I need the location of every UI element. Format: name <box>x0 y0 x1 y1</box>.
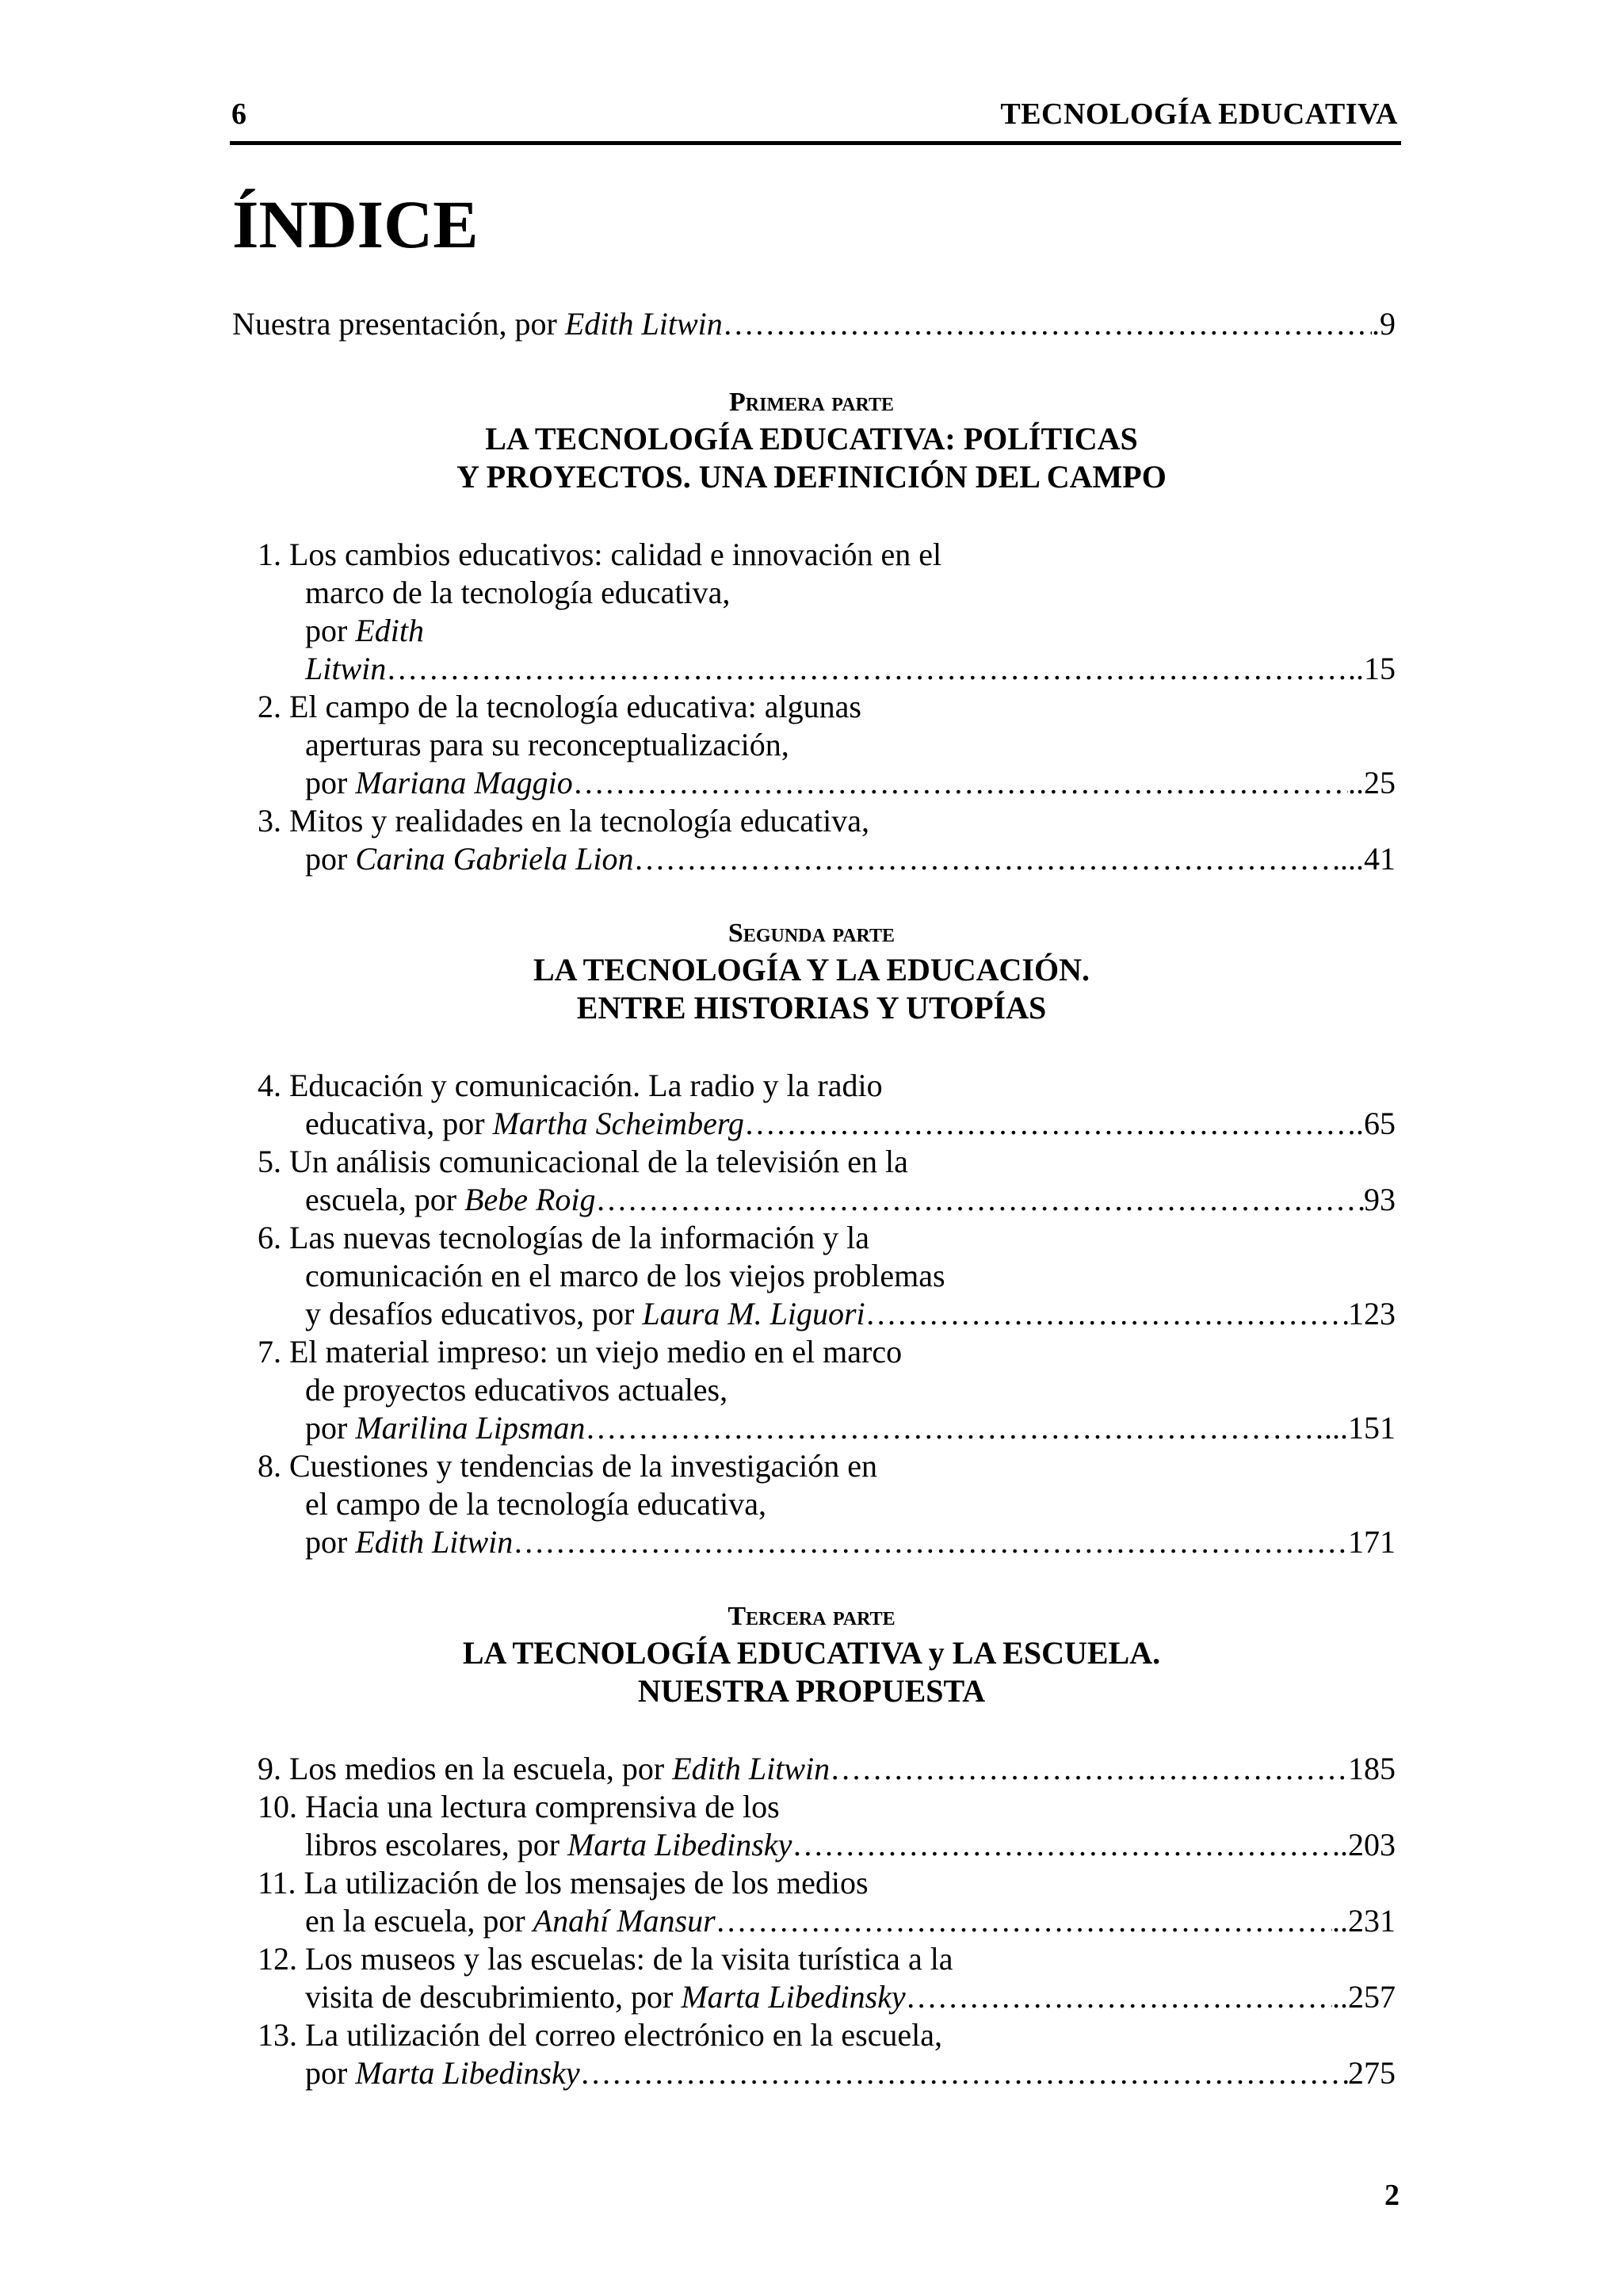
toc-entry-2-line-2: aperturas para su reconceptualización, <box>305 727 789 762</box>
part-1-label: Primera parte <box>729 388 894 417</box>
running-header <box>230 94 1401 145</box>
toc-entry-2-author: Mariana Maggio <box>355 765 573 800</box>
part-2-label: Segunda parte <box>727 919 896 948</box>
part-3-title-line-1: LA TECNOLOGÍA EDUCATIVA y LA ESCUELA. <box>462 1635 1161 1671</box>
toc-entry-4-leader-line: educativa, por Martha Scheimberg …………………………………………………………………………………………………………………………………………………………………………………………………… .65 <box>305 1105 1396 1143</box>
toc-entry-12-line-1: 12. Los museos y las escuelas: de la visita turística a la <box>258 1941 953 1977</box>
toc-entry-3-leader-line: por Carina Gabriela Lion …………………………………………………………………………………………………………………………………………………………………………………………………… ...41 <box>305 840 1396 878</box>
toc-entry-6-line-2: comunicación en el marco de los viejos problemas <box>305 1258 945 1293</box>
toc-entry-11-line-1: 11. La utilización de los mensajes de los medios <box>258 1865 869 1901</box>
toc-entry-1-line-3: por Edith <box>305 613 424 648</box>
toc-entry-9-author: Edith Litwin <box>672 1751 831 1786</box>
part-1-title-line-2: Y PROYECTOS. UNA DEFINICIÓN DEL CAMPO <box>456 459 1167 495</box>
toc-entry-8-author: Edith Litwin <box>355 1524 514 1560</box>
toc-entry-4-page: .65 <box>1356 1106 1396 1141</box>
toc-entry-11-author: Anahí Mansur <box>533 1903 716 1939</box>
part-3-title-line-2: NUESTRA PROPUESTA <box>637 1673 986 1709</box>
toc-intro-author: Edith Litwin <box>564 306 723 342</box>
toc-entry-12-leader-line: visita de descubrimiento, por Marta Libedinsky …………………………………………………………………………………………………………………………………………………………………………………………………… ..257 <box>305 1978 1396 2016</box>
part-1-title-line-1: LA TECNOLOGÍA EDUCATIVA: POLÍTICAS <box>485 421 1138 457</box>
toc-entry-1-page: ..15 <box>1348 651 1396 686</box>
toc-entry-8-leader-line: por Edith Litwin …………………………………………………………………………………………………………………………………………………………………………………………………… 171 <box>305 1523 1396 1561</box>
page-title: ÍNDICE <box>232 186 479 262</box>
toc-entry-11-page: ..231 <box>1332 1903 1396 1939</box>
toc-entry-6-author: Laura M. Liguori <box>642 1296 865 1331</box>
toc-entry-10-leader-line: libros escolares, por Marta Libedinsky …………………………………………………………………………………………………………………………………………………………………………………………………… .203 <box>305 1826 1396 1864</box>
toc-entry-5-leader-line: escuela, por Bebe Roig …………………………………………………………………………………………………………………………………………………………………………………………………… 93 <box>305 1181 1396 1219</box>
toc-entry-5-line-1: 5. Un análisis comunicacional de la televisión en la <box>258 1144 908 1179</box>
toc-intro-text: Nuestra presentación, por <box>232 306 565 342</box>
toc-entry-10-line-1: 10. Hacia una lectura comprensiva de los <box>258 1789 780 1824</box>
toc-entry-9-leader-line: 9. Los medios en la escuela, por Edith Litwin …………………………………………………………………………………………………………………………………………………………………………………………………… 185 <box>258 1750 1396 1788</box>
toc-entry-1-leader-line <box>305 650 1396 688</box>
toc-entry-12-page: ..257 <box>1332 1979 1396 2015</box>
toc-entry-6-page: 123 <box>1348 1296 1396 1331</box>
toc-intro-page: .9 <box>1372 306 1396 342</box>
toc-entry-1-author: Edith <box>355 613 424 648</box>
toc-entry-3-page: ...41 <box>1340 841 1396 877</box>
toc-entry-7-line-1: 7. El material impreso: un viejo medio en el marco <box>258 1334 903 1370</box>
toc-entry-13-leader-line: por Marta Libedinsky …………………………………………………………………………………………………………………………………………………………………………………………………… 275 <box>305 2054 1396 2092</box>
toc-entry-10-author: Marta Libedinsky <box>567 1827 792 1862</box>
footer-page-number: 2 <box>1384 2179 1400 2212</box>
toc-entry-5-author: Bebe Roig <box>464 1182 596 1217</box>
toc-entry-8-page: 171 <box>1348 1524 1396 1560</box>
toc-entry-8-line-2: el campo de la tecnología educativa, <box>305 1486 766 1522</box>
toc-entry-11-leader-line: en la escuela, por Anahí Mansur …………………………………………………………………………………………………………………………………………………………………………………………………… ..231 <box>305 1902 1396 1940</box>
part-2-title-line-2: ENTRE HISTORIAS Y UTOPÍAS <box>576 990 1047 1026</box>
part-2-title-line-1: LA TECNOLOGÍA Y LA EDUCACIÓN. <box>533 952 1090 988</box>
toc-entry-6-leader-line: y desafíos educativos, por Laura M. Liguori …………………………………………………………………………………………………………………………………………………………………………………………………… 123 <box>305 1295 1396 1333</box>
toc-entry-2-page: ..25 <box>1348 765 1396 800</box>
toc-entry-2-leader-line: por Mariana Maggio …………………………………………………………………………………………………………………………………………………………………………………………………… ..25 <box>305 764 1396 802</box>
toc-entry-4-line-1: 4. Educación y comunicación. La radio y la radio <box>258 1068 883 1103</box>
toc-entry-9-page: 185 <box>1348 1751 1396 1786</box>
toc-entry-7-line-2: de proyectos educativos actuales, <box>305 1372 728 1408</box>
toc-entry-1-line-2: marco de la tecnología educativa, <box>305 575 731 610</box>
toc-entry-1-author-cont: Litwin <box>305 651 387 686</box>
toc-entry-8-line-1: 8. Cuestiones y tendencias de la investigación en <box>258 1448 878 1484</box>
toc-entry-6-line-1: 6. Las nuevas tecnologías de la información y la <box>258 1220 869 1255</box>
toc-entry-3-line-1: 3. Mitos y realidades en la tecnología educativa, <box>258 803 869 839</box>
toc-entry-7-page: ...151 <box>1324 1410 1396 1446</box>
part-3-label: Tercera parte <box>727 1602 896 1631</box>
toc-entry-5-page: 93 <box>1364 1182 1396 1217</box>
toc-intro-entry <box>232 305 1396 343</box>
header-page-number: 6 <box>231 97 246 131</box>
toc-entry-12-author: Marta Libedinsky <box>681 1979 906 2015</box>
toc-entry-13-author: Marta Libedinsky <box>355 2055 580 2091</box>
toc-entry-13-line-1: 13. La utilización del correo electrónico en la escuela, <box>258 2017 943 2053</box>
toc-intro-leader <box>232 305 1396 343</box>
toc-entry-1-line-1: 1. Los cambios educativos: calidad e innovación en el <box>258 537 942 572</box>
toc-entry-10-page: .203 <box>1340 1827 1396 1862</box>
toc-entry-2-line-1: 2. El campo de la tecnología educativa: algunas <box>258 689 861 724</box>
toc-entry-4-author: Martha Scheimberg <box>492 1106 744 1141</box>
toc-entry-13-page: 275 <box>1348 2055 1396 2091</box>
header-running-title: TECNOLOGÍA EDUCATIVA <box>1000 97 1398 131</box>
toc-entry-7-leader-line: por Marilina Lipsman …………………………………………………………………………………………………………………………………………………………………………………………………… ...151 <box>305 1409 1396 1447</box>
toc-entry-7-author: Marilina Lipsman <box>355 1410 586 1446</box>
toc-entry-3-author: Carina Gabriela Lion <box>355 841 634 877</box>
